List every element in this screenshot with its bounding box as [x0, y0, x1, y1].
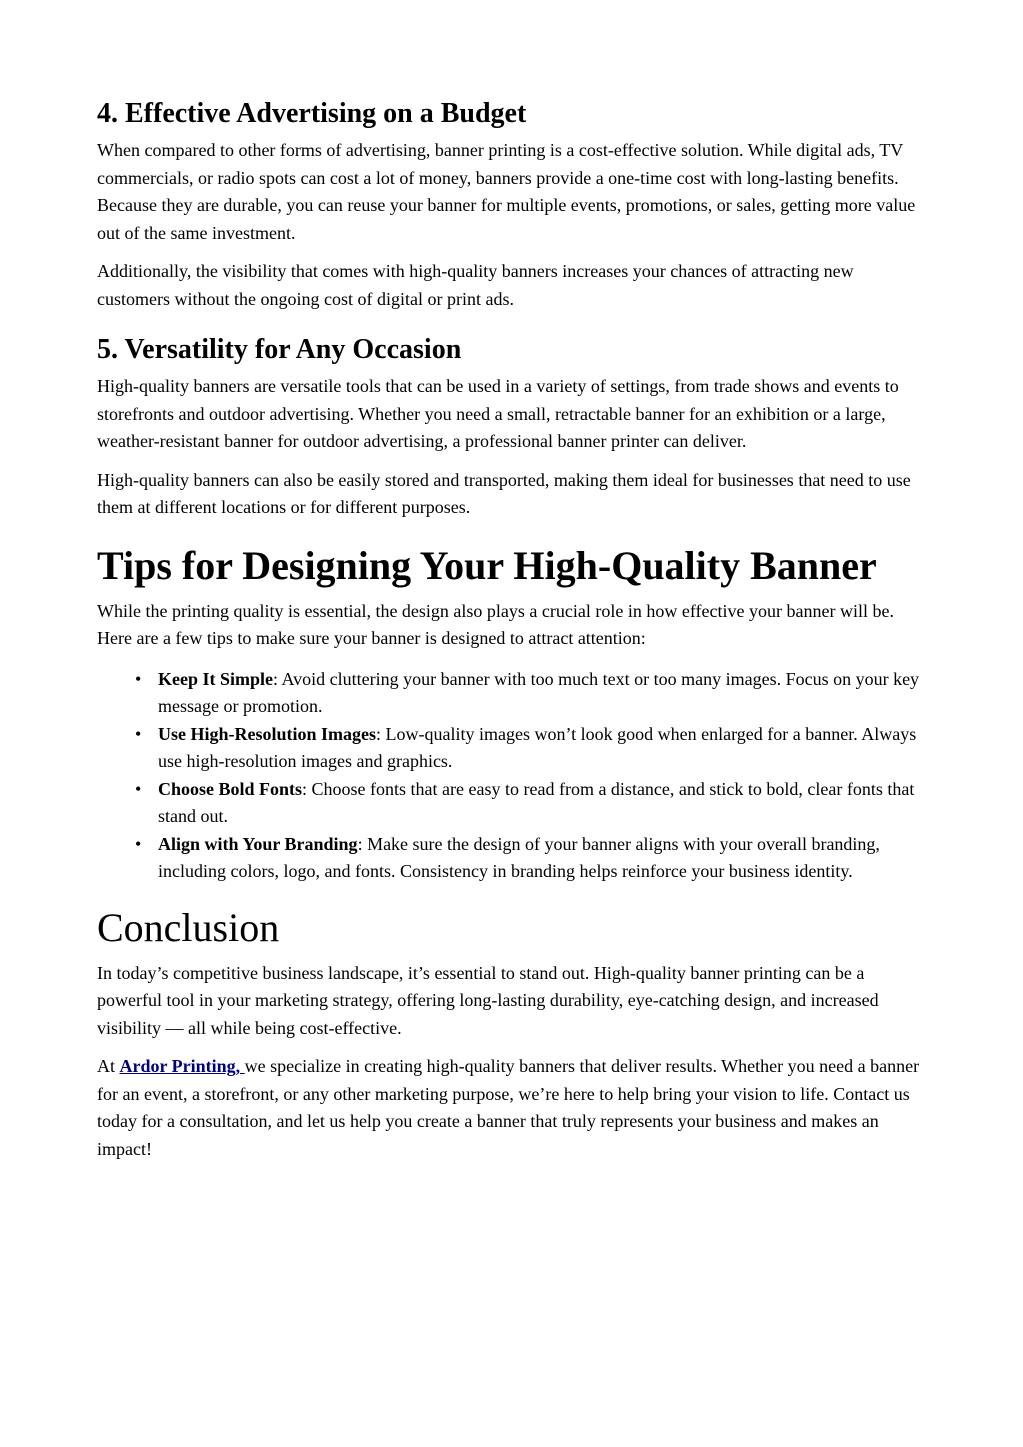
section-5-paragraph-2: High-quality banners can also be easily stored and transported, making them ideal for businesses that need to use them at different locations or for different purposes.: [97, 469, 911, 517]
conclusion-paragraph-2: [97, 1053, 929, 1163]
tip-title: Use High-Resolution Images: [158, 723, 377, 744]
tip-item: [135, 666, 929, 721]
bullet-icon: •: [135, 668, 142, 689]
document-page: [97, 97, 929, 1174]
ardor-printing-link[interactable]: Ardor Printing,: [119, 1056, 245, 1076]
tips-intro: While the printing quality is essential, the design also plays a crucial role in how effective your banner will be. Here are a few tips to make sure your banner is designed to attract attention:: [97, 600, 894, 648]
conclusion-heading: Conclusion: [97, 904, 280, 950]
tip-text: : Choose fonts that are easy to read from a distance, and stick to bold, clear fonts that stand out.: [158, 778, 915, 826]
bullet-icon: •: [135, 778, 142, 799]
conclusion-rest: we specialize in creating high-quality banners that deliver results. Whether you need a banner for an event, a storefront, or any other marketing purpose, we’re here to help bring your vision to life. Contact us today for a consultation, and let us help you create a banner that truly represents your business and makes an impact!: [97, 1056, 920, 1159]
tip-item: [135, 831, 929, 886]
tips-heading: Tips for Designing Your High-Quality Banner: [97, 542, 877, 588]
tip-text: : Avoid cluttering your banner with too much text or too many images. Focus on your key message or promotion.: [158, 668, 920, 716]
bullet-icon: •: [135, 723, 142, 744]
section-4-paragraph-2: Additionally, the visibility that comes with high-quality banners increases your chances of attracting new customers without the ongoing cost of digital or print ads.: [97, 261, 854, 309]
tip-item: [135, 776, 929, 831]
bullet-icon: •: [135, 833, 142, 854]
conclusion-paragraph-1: In today’s competitive business landscape, it’s essential to stand out. High-quality banner printing can be a powerful tool in your marketing strategy, offering long-lasting durability, eye-catching design, and increased visibility — all while being cost-effective.: [97, 962, 879, 1038]
tips-list: [97, 666, 929, 886]
tip-text: : Low-quality images won’t look good when enlarged for a banner. Always use high-resolution images and graphics.: [158, 723, 917, 771]
tip-item: [135, 721, 929, 776]
tip-title: Align with Your Branding: [158, 833, 358, 854]
conclusion-prefix: At: [97, 1056, 120, 1076]
section-4-heading: 4. Effective Advertising on a Budget: [97, 98, 527, 129]
tip-title: Keep It Simple: [158, 668, 273, 689]
section-5-heading: 5. Versatility for Any Occasion: [97, 334, 462, 365]
tip-text: : Make sure the design of your banner aligns with your overall branding, including colors, logo, and fonts. Consistency in branding helps reinforce your business identity.: [158, 833, 880, 881]
tip-title: Choose Bold Fonts: [158, 778, 303, 799]
section-5-paragraph-1: High-quality banners are versatile tools that can be used in a variety of settings, from trade shows and events to storefronts and outdoor advertising. Whether you need a small, retractable banner for an exhibition or a large, weather-resistant banner for outdoor advertising, a professional banner printer can deliver.: [97, 376, 899, 451]
section-4-paragraph-1: When compared to other forms of advertising, banner printing is a cost-effective solution. While digital ads, TV commercials, or radio spots can cost a lot of money, banners provide a one-time cost with long-lasting benefits. Because they are durable, you can reuse your banner for multiple events, promotions, or sales, getting more value out of the same investment.: [97, 140, 916, 243]
